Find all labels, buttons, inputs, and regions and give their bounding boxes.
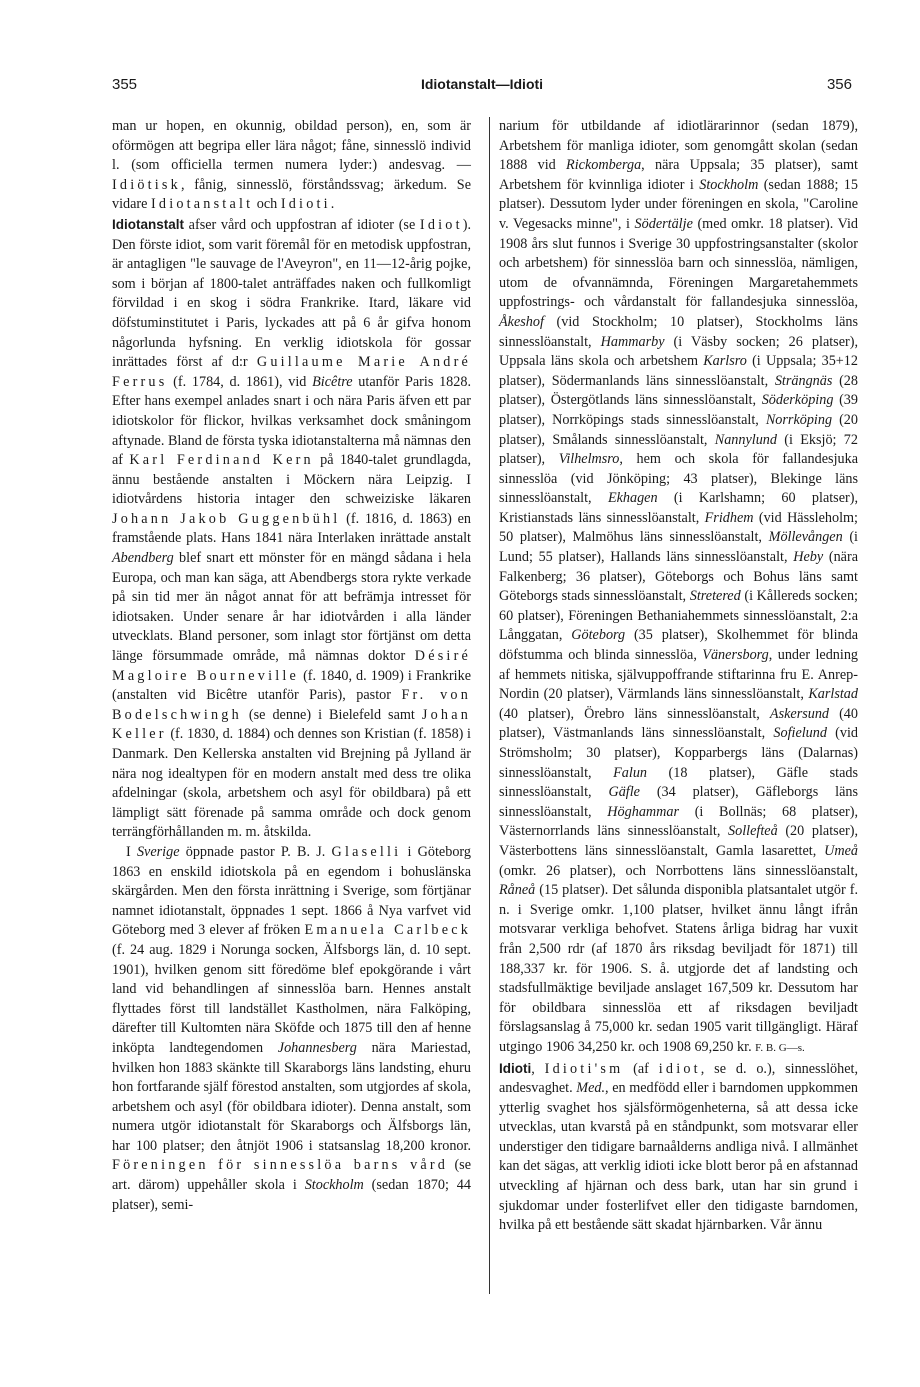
left-column <box>112 117 471 1215</box>
page-number-right: 356 <box>826 76 852 93</box>
author-signature: F. B. G—s. <box>755 1041 805 1054</box>
entry-keyword: Idiotanstalt <box>112 216 185 232</box>
paragraph-sverige: I Sverige öppnade pastor P. B. J. Glaselli i Göteborg 1863 en enskild idiotskola på en egendom i bohuslänska skärgården. Men den första inrättning i Sverige, som förtjänar namnet idiotanstalt, öppnades 1 sept. 1866 å Nya varfvet vid Göteborg med 3 elever af fröken Emanuela Carlbeck (f. 24 aug. 1829 i Norunga socken, Älfsborgs län, d. 10 sept. 1901), hvilken genom sitt föredöme blef epokgörande i vårt land vid behandlingen af sinnesslöa barn. Hennes anstalt flyttades först till landstället Kastholmen, nära Falköping, därefter till Kultomten nära Sköfde och 1875 till den af henne inköpta landtegendomen Johannesberg nära Mariestad, hvilken hon 1883 skänkte till Skaraborgs läns landsting, ehuru hon fortfarande själf förestod anstalten, som utgjordes af skola, arbetshem och asyl (för obildbara idioter). Denna anstalt, som numera utgör idiotanstalt för Skaraborgs och Älfsborgs län, har 100 platser; den åtnjöt 1906 i statsanslag 18,200 kronor. Föreningen för sinnesslöa barns vård (se art. därom) uppehåller skola i Stockholm (sedan 1870; 44 platser), semi- <box>112 843 472 1213</box>
column-divider <box>489 117 490 1294</box>
page-header <box>112 76 852 100</box>
paragraph-idiot-end: man ur hopen, en okunnig, obildad person), en, som är oförmögen att begripa eller lära något; fåne, sinnesslö individ l. (som officiella termen numera lyder:) andesvag. — Idiötisk, fånig, sinnesslö, förståndssvag; ärkedum. Se vidare Idiotanstalt och Idioti. <box>112 118 471 213</box>
entry-idiotanstalt: Idiotanstalt afser vård och uppfostran af idioter (se Idiot). Den förste idiot, som varit föremål för en metodisk uppfostran, är antagligen "le sauvage de l'Aveyron", en 11—12-årig pojke, som i början af 1800-talet anträffades naken och fullkomligt förvildad i en skog i södra Frankrike. Itard, läkare vid döfstuminstitutet i Paris, lyckades att på 6 år gifva honom någorlunda hyfsning. En verklig idiotskola för gossar inrättades först af d:r Guillaume Marie André Ferrus (f. 1784, d. 1861), vid Bicêtre utanför Paris 1828. Efter hans exempel anlades snart i och nära Paris äfven ett par idiotskolor för flickor, hvilkas verksamhet dock småningom aftynade. Bland de första tyska idiotanstalterna må nämnas den af Karl Ferdinand Kern på 1840-talet grundlagda, ännu bestående anstalten i Möckern nära Leipzig. I idiotvårdens historia intager den schweiziske läkaren Johann Jakob Guggenbühl (f. 1816, d. 1863) en framstående plats. Hans 1841 nära Interlaken inrättade anstalt Abendberg blef snart ett mönster för en mängd sådana i hela Europa, och man kan säga, att Abendbergs stora rykte verkade på sin tid mer än något annat för att befrämja intresset för idiotsaken. Under senare år har idiotvården i alla länder utvecklats. Bland personer, som inlagt stor förtjänst om detta länge försummade område, må nämnas doktor Désiré Magloire Bourneville (f. 1840, d. 1909) i Frankrike (anstalten vid Bicêtre utanför Paris), pastor Fr. von Bodelschwingh (se denne) i Bielefeld samt Johan Keller (f. 1830, d. 1884) och dennes son Kristian (f. 1858) i Danmark. Den Kellerska anstalten vid Brejning på Jylland är nära nog idealtypen för en modern anstalt med dess tre olika afdelningar (skola, arbetshem och asyl för obildbara) på ett lämpligt sätt förenade på samma område och dock genom terrängförhållanden m. m. åtskilda. <box>112 216 471 841</box>
entry-idioti: Idioti, Idioti'sm (af idiot, se d. o.), sinnesslöhet, andesvaghet. Med., en medfödd eller i barndomen uppkommen ytterlig svaghet hos själsförmögenheterna, så att dessa icke utvecklas, utan kvarstå på en ståndpunkt, som motsvarar eller understiger den tidigare barnaålderns andliga nivå. I allmänhet kan det sägas, att verklig idioti icke blott beror på en afstannad utveckling af hjärnan och dess bark, utan har sin grund i sjukdomar under fosterlifvet eller den tidigaste barndomen, hvilka på ett bestående sätt skadat hjärnbarken. Vår ännu <box>499 1060 859 1234</box>
paragraph-anstalter-list: narium för utbildande af idiotlärarinnor (sedan 1879), Arbetshem för manliga idioter, som genomgått skolan (sedan 1888 vid Rickomberga, nära Uppsala; 35 platser), samt Arbetshem för kvinnliga idioter i Stockholm (sedan 1888; 15 platser). Dessutom lyder under föreningen en skola, "Caroline v. Vegesacks minne", i Södertälje (med omkr. 18 platser). Vid 1908 års slut funnos i Sverige 30 uppfostringsanstalter (skolor och arbetshem) för sinnesslöa barn och sinnesslöa, nämligen, utom de ofvannämnda, Föreningen Margaretahemmets uppfostrings- och vårdanstalt för fallandesjuka sinnesslöa, Åkeshof (vid Stockholm; 10 platser), Stockholms läns sinnesslöanstalt, Hammarby (i Väsby socken; 26 platser), Uppsala läns skola och arbetshem Karlsro (i Uppsala; 35+12 platser), Södermanlands läns sinnesslöanstalt, Strängnäs (28 platser), Östergötlands läns sinnesslöanstalt, Söderköping (39 platser), Norrköpings stads sinnesslöanstalt, Norrköping (20 platser), Smålands sinnesslöanstalt, Nannylund (i Eksjö; 72 platser), Vilhelmsro, hem och skola för fallandesjuka sinnesslöa (vid Jönköping; 43 platser), Blekinge läns sinnesslöanstalt, Ekhagen (i Karlshamn; 60 platser), Kristianstads läns sinnesslöanstalt, Fridhem (vid Hässleholm; 50 platser), Malmöhus läns sinnesslöanstalt, Möllevången (i Lund; 55 platser), Hallands läns sinnesslöanstalt, Heby (nära Falkenberg; 36 platser), Göteborgs och Bohus läns samt Göteborgs stads sinnesslöanstalt, Stretered (i Kållereds socken; 60 platser), Föreningen Bethaniahemmets sinnesslöanstalt, 2:a Långgatan, Göteborg (35 platser), Skolhemmet för blinda döfstumma och blinda sinnesslöa, Vänersborg, under ledning af hemmets nitiska, självuppoffrande stiftarinna fru E. Anrep-Nordin (20 platser), Värmlands läns sinnesslöanstalt, Karlstad (40 platser), Örebro läns sinnesslöanstalt, Askersund (40 platser), Västmanlands läns sinnesslöanstalt, Sofielund (vid Strömsholm; 30 platser), Kopparbergs läns (Dalarnas) sinnesslöanstalt, Falun (18 platser), Gäfle stads sinnesslöanstalt, Gäfle (34 platser), Gäfleborgs läns sinnesslöanstalt, Höghammar (i Bollnäs; 68 platser), Västernorrlands läns sinnesslöanstalt, Sollefteå (20 platser), Västerbottens läns sinnesslöanstalt, Gamla lasarettet, Umeå (omkr. 26 platser), och Norrbottens läns sinnesslöanstalt, Råneå (15 platser). Det sålunda disponibla platsantalet utgör f. n. i Sverige omkr. 1,100 platser, hvilket ännu långt ifrån motsvarar verkliga behofvet. Statens årliga bidrag har vuxit från 2,500 rdr (af 1870 års riksdag beviljadt för 1871) till 188,337 kr. för 1906. S. å. utgjorde det af landsting och stadsfullmäktige beviljade anslaget 167,509 kr. Dessutom har för obildbara sinnesslöa ett af riksdagen beviljadt förslagsanslag å 75,000 kr. sedan 1905 varit tillgängligt. Häraf utgingo 1906 34,250 kr. och 1908 69,250 kr. F. B. G—s. <box>499 118 859 1055</box>
running-title: Idiotanstalt—Idioti <box>420 76 544 92</box>
right-column <box>499 117 858 1236</box>
page-number-left: 355 <box>112 76 138 93</box>
entry-keyword: Idioti <box>499 1060 532 1076</box>
